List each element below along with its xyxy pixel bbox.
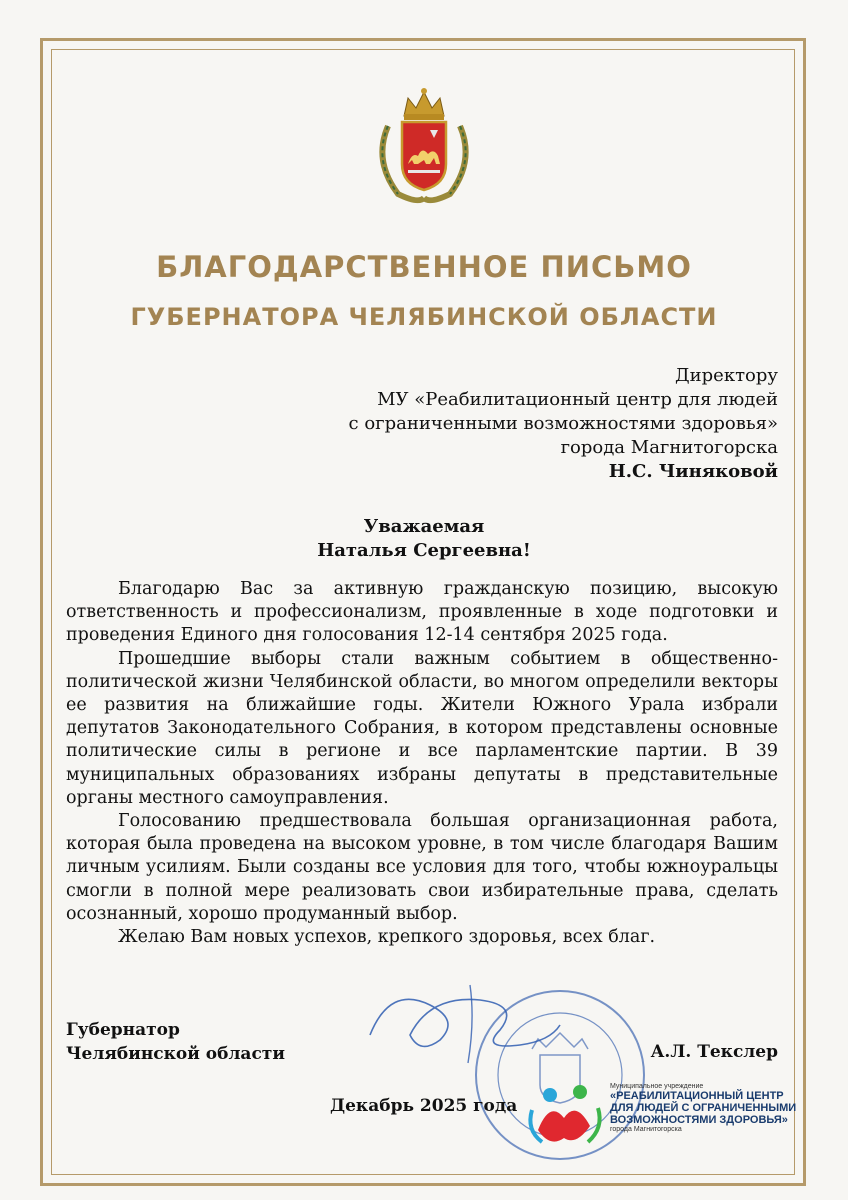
salutation-name: Наталья Сергеевна! [317, 540, 531, 561]
position-line: Губернатор [66, 1020, 180, 1040]
body-paragraph: Благодарю Вас за активную гражданскую позицию, высокую ответственность и профессионализм, проявленные в ходе подготовки и проведения Единого дня голосования 12-14 сентября 2025 года. [66, 579, 778, 646]
letter-date: Декабрь 2025 года [330, 1096, 518, 1116]
coat-of-arms-emblem [368, 86, 480, 206]
salutation-line: Уважаемая [363, 516, 485, 537]
handwritten-signature [350, 975, 570, 1065]
body-paragraph: Желаю Вам новых успехов, крепкого здоровья, всех благ. [118, 927, 656, 948]
logo-city: города Магнитогорска [610, 1126, 682, 1133]
body-paragraph: Прошедшие выборы стали важным событием в общественно-политической жизни Челябинской области, во многом определили векторы ее развития на ближайшие годы. Жители Южного Урала избрали депутатов Законодательного Собрания, в котором представлены основные политические силы в регионе и все парламентские партии. В 39 муниципальных образованиях избраны депутаты в представительные органы местного самоуправления. [66, 648, 778, 808]
logo-line: «РЕАБИЛИТАЦИОННЫЙ ЦЕНТР [610, 1090, 784, 1102]
logo-caption [610, 1083, 830, 1133]
addressee-line: МУ «Реабилитационный центр для людей [377, 389, 778, 410]
addressee-line: Директору [675, 365, 778, 386]
logo-small-text: Муниципальное учреждение [610, 1083, 704, 1090]
addressee-line: с ограниченными возможностями здоровья» [348, 413, 778, 434]
addressee-name: Н.С. Чиняковой [608, 461, 778, 482]
signatory-position [66, 1018, 285, 1066]
logo-line: ВОЗМОЖНОСТЯМИ ЗДОРОВЬЯ» [610, 1114, 788, 1126]
addressee-block [218, 364, 778, 484]
letter-body [66, 578, 778, 949]
salutation [0, 515, 848, 563]
letter-title: БЛАГОДАРСТВЕННОЕ ПИСЬМО [156, 250, 692, 284]
body-paragraph: Голосованию предшествовала большая организационная работа, которая была проведена на высоком уровне, в том числе благодаря Вашим личным усилиям. Были созданы все условия для того, чтобы южноуральцы смогли в полной мере реализовать свои избирательные права, сделать осознанный, хорошо продуманный выбор. [66, 811, 778, 924]
addressee-line: города Магнитогорска [560, 437, 778, 458]
logo-line: ДЛЯ ЛЮДЕЙ С ОГРАНИЧЕННЫМИ [610, 1102, 797, 1114]
letter-subtitle: ГУБЕРНАТОРА ЧЕЛЯБИНСКОЙ ОБЛАСТИ [130, 303, 718, 331]
position-line: Челябинской области [66, 1044, 285, 1064]
signatory-name: А.Л. Текслер [650, 1042, 778, 1062]
